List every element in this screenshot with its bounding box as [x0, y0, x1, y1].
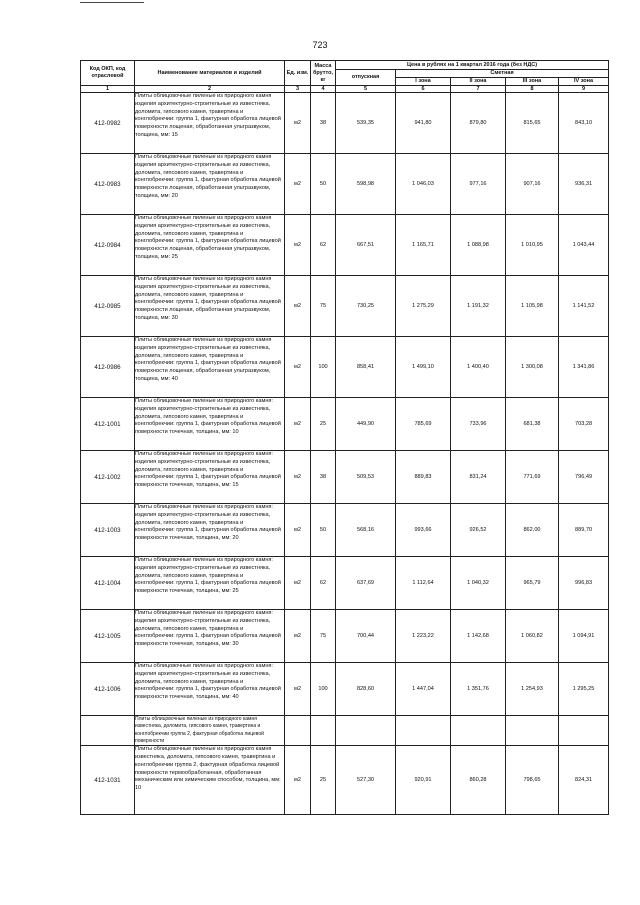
header-zone-4: IV зона	[559, 78, 609, 86]
release-price	[336, 716, 396, 746]
unit-cell: м2	[285, 337, 311, 398]
zone-2-price: 733,96	[451, 398, 506, 451]
gross-mass: 50	[311, 504, 336, 557]
zone-4-price	[559, 716, 609, 746]
release-price: 700,44	[336, 610, 396, 663]
gross-mass: 75	[311, 610, 336, 663]
table-row	[81, 337, 609, 398]
unit-cell: м2	[285, 215, 311, 276]
zone-3-price: 1 254,93	[506, 663, 559, 716]
product-code: 412-0984	[81, 215, 135, 276]
zone-4-price: 1 094,91	[559, 610, 609, 663]
release-price: 509,53	[336, 451, 396, 504]
zone-3-price: 862,00	[506, 504, 559, 557]
zone-2-price: 1 400,40	[451, 337, 506, 398]
product-code: 412-1031	[81, 746, 135, 815]
zone-4-price: 1 043,44	[559, 215, 609, 276]
zone-1-price: 1 499,10	[396, 337, 451, 398]
zone-3-price: 681,38	[506, 398, 559, 451]
gross-mass: 38	[311, 451, 336, 504]
column-number: 5	[336, 86, 396, 93]
table-row	[81, 276, 609, 337]
column-number: 4	[311, 86, 336, 93]
gross-mass: 38	[311, 93, 336, 154]
zone-3-price	[506, 716, 559, 746]
product-name: Плиты облицовочные пиленые из природного камня: изделия архитектурно-строительные из известняка, доломита, гипсового камня, травертина и конглобрекчии: группа 1, фактурная обработка лицевой поверхности точечная, толщина, мм: 40	[135, 663, 285, 716]
zone-2-price: 879,80	[451, 93, 506, 154]
table-row	[81, 610, 609, 663]
product-code	[81, 716, 135, 746]
unit-cell: м2	[285, 276, 311, 337]
product-name: Плиты облицовочные пиленые из природного камня известняка, доломита, гипсового камня, травертина и конглобрекчии группа 2, фактурная обработка лицевой поверхности	[135, 716, 285, 746]
release-price: 449,90	[336, 398, 396, 451]
header-name: Наименование материалов и изделий	[135, 61, 285, 86]
table-row	[81, 154, 609, 215]
column-number: 6	[396, 86, 451, 93]
unit-cell: м2	[285, 663, 311, 716]
page-number: 723	[312, 40, 328, 50]
column-number: 2	[135, 86, 285, 93]
header-zone-2: II зона	[451, 78, 506, 86]
table-row	[81, 663, 609, 716]
product-name: Плиты облицовочные пиленые из природного камня: изделия архитектурно-строительные из известняка, доломита, гипсового камня, травертина и конглобрекчии: группа 1, фактурная обработка лицевой поверхности точечная, толщина, мм: 15	[135, 451, 285, 504]
product-code: 412-0983	[81, 154, 135, 215]
zone-2-price: 1 142,68	[451, 610, 506, 663]
zone-1-price: 785,69	[396, 398, 451, 451]
release-price: 858,41	[336, 337, 396, 398]
zone-3-price: 798,65	[506, 746, 559, 815]
zone-4-price: 996,83	[559, 557, 609, 610]
header-estimate-price: Сметная	[396, 70, 609, 78]
release-price: 568,16	[336, 504, 396, 557]
product-code: 412-1004	[81, 557, 135, 610]
zone-3-price: 771,69	[506, 451, 559, 504]
column-number: 7	[451, 86, 506, 93]
release-price: 539,35	[336, 93, 396, 154]
zone-1-price: 993,66	[396, 504, 451, 557]
zone-1-price	[396, 716, 451, 746]
zone-1-price: 1 447,04	[396, 663, 451, 716]
zone-4-price: 796,49	[559, 451, 609, 504]
product-code: 412-0986	[81, 337, 135, 398]
zone-2-price: 926,52	[451, 504, 506, 557]
zone-3-price: 1 105,98	[506, 276, 559, 337]
unit-cell: м2	[285, 398, 311, 451]
zone-3-price: 1 060,82	[506, 610, 559, 663]
zone-1-price: 1 223,22	[396, 610, 451, 663]
release-price: 527,30	[336, 746, 396, 815]
header-code: Код ОКП, код отраслевой	[81, 61, 135, 86]
column-number: 1	[81, 86, 135, 93]
zone-4-price: 1 141,52	[559, 276, 609, 337]
unit-cell	[285, 716, 311, 746]
unit-cell: м2	[285, 610, 311, 663]
product-name: Плиты облицовочные пиленые из природного камня известняка, доломита, гипсового камня, травертина и конглобрекчии группа 2, фактурная обработка лицевой поверхности термообработанная, обработанная механическим или химическим способом, толщина, мм: 10	[135, 746, 285, 815]
table-row	[81, 746, 609, 815]
zone-4-price: 1 341,86	[559, 337, 609, 398]
zone-2-price: 1 040,32	[451, 557, 506, 610]
unit-cell: м2	[285, 557, 311, 610]
zone-1-price: 889,83	[396, 451, 451, 504]
release-price: 598,98	[336, 154, 396, 215]
zone-3-price: 1 300,08	[506, 337, 559, 398]
top-rule	[80, 2, 144, 3]
gross-mass: 50	[311, 154, 336, 215]
table-row	[81, 716, 609, 746]
zone-4-price: 703,28	[559, 398, 609, 451]
zone-2-price: 831,24	[451, 451, 506, 504]
table-row	[81, 93, 609, 154]
table-row	[81, 557, 609, 610]
header-release-price: отпускная	[336, 70, 396, 86]
zone-1-price: 941,80	[396, 93, 451, 154]
header-zone-1: I зона	[396, 78, 451, 86]
zone-1-price: 920,91	[396, 746, 451, 815]
gross-mass: 100	[311, 663, 336, 716]
product-code: 412-0982	[81, 93, 135, 154]
header-unit: Ед. изм.	[285, 61, 311, 86]
release-price: 637,69	[336, 557, 396, 610]
column-number: 9	[559, 86, 609, 93]
zone-2-price: 1 191,32	[451, 276, 506, 337]
product-code: 412-1002	[81, 451, 135, 504]
unit-cell: м2	[285, 93, 311, 154]
price-table-body	[81, 93, 609, 815]
zone-4-price: 824,31	[559, 746, 609, 815]
header-zone-3: III зона	[506, 78, 559, 86]
zone-4-price: 936,31	[559, 154, 609, 215]
gross-mass: 62	[311, 215, 336, 276]
unit-cell: м2	[285, 451, 311, 504]
column-number: 3	[285, 86, 311, 93]
product-name: Плиты облицовочные пиленые из природного камня: изделия архитектурно-строительные из известняка, доломита, гипсового камня, травертина и конглобрекчии: группа 1, фактурная обработка лицевой поверхности точечная, толщина, мм: 10	[135, 398, 285, 451]
product-code: 412-1005	[81, 610, 135, 663]
product-name: Плиты облицовочные пиленые из природного камня изделия архитектурно-строительные из известняка, доломита, гипсового камня, травертина и конглобрекчии: группа 1, фактурная обработка лицевой поверхности лощеная, обработанная ультразвуком, толщина, мм: 15	[135, 93, 285, 154]
release-price: 667,51	[336, 215, 396, 276]
product-name: Плиты облицовочные пиленые из природного камня изделия архитектурно-строительные из известняка, доломита, гипсового камня, травертина и конглобрекчии: группа 1, фактурная обработка лицевой поверхности лощеная, обработанная ультразвуком, толщина, мм: 40	[135, 337, 285, 398]
header-mass: Масса брутто, кг	[311, 61, 336, 86]
product-name: Плиты облицовочные пиленые из природного камня изделия архитектурно-строительные из известняка, доломита, гипсового камня, травертина и конглобрекчии: группа 1, фактурная обработка лицевой поверхности лощеная, обработанная ультразвуком, толщина, мм: 25	[135, 215, 285, 276]
gross-mass: 62	[311, 557, 336, 610]
release-price: 828,60	[336, 663, 396, 716]
unit-cell: м2	[285, 154, 311, 215]
product-name: Плиты облицовочные пиленые из природного камня изделия архитектурно-строительные из известняка, доломита, гипсового камня, травертина и конглобрекчии: группа 1, фактурная обработка лицевой поверхности лощеная, обработанная ультразвуком, толщина, мм: 20	[135, 154, 285, 215]
zone-1-price: 1 165,71	[396, 215, 451, 276]
table-row	[81, 215, 609, 276]
product-code: 412-1003	[81, 504, 135, 557]
product-code: 412-1001	[81, 398, 135, 451]
product-name: Плиты облицовочные пиленые из природного камня: изделия архитектурно-строительные из известняка, доломита, гипсового камня, травертина и конглобрекчии: группа 1, фактурная обработка лицевой поверхности точечная, толщина, мм: 25	[135, 557, 285, 610]
price-table	[80, 60, 609, 815]
table-row	[81, 504, 609, 557]
gross-mass: 25	[311, 746, 336, 815]
zone-4-price: 843,10	[559, 93, 609, 154]
zone-2-price: 1 088,98	[451, 215, 506, 276]
product-name: Плиты облицовочные пиленые из природного камня: изделия архитектурно-строительные из известняка, доломита, гипсового камня, травертина и конглобрекчии: группа 1, фактурная обработка лицевой поверхности точечная, толщина, мм: 20	[135, 504, 285, 557]
zone-2-price: 977,16	[451, 154, 506, 215]
gross-mass: 100	[311, 337, 336, 398]
unit-cell: м2	[285, 504, 311, 557]
zone-3-price: 907,16	[506, 154, 559, 215]
zone-2-price: 1 351,76	[451, 663, 506, 716]
table-row	[81, 398, 609, 451]
zone-1-price: 1 046,03	[396, 154, 451, 215]
zone-4-price: 889,70	[559, 504, 609, 557]
gross-mass	[311, 716, 336, 746]
zone-4-price: 1 295,25	[559, 663, 609, 716]
product-name: Плиты облицовочные пиленые из природного камня изделия архитектурно-строительные из известняка, доломита, гипсового камня, травертина и конглобрекчии: группа 1, фактурная обработка лицевой поверхности лощеная, обработанная ультразвуком, толщина, мм: 30	[135, 276, 285, 337]
product-code: 412-1006	[81, 663, 135, 716]
zone-3-price: 815,65	[506, 93, 559, 154]
product-code: 412-0985	[81, 276, 135, 337]
zone-3-price: 965,79	[506, 557, 559, 610]
release-price: 730,25	[336, 276, 396, 337]
gross-mass: 75	[311, 276, 336, 337]
zone-1-price: 1 275,29	[396, 276, 451, 337]
product-name: Плиты облицовочные пиленые из природного камня: изделия архитектурно-строительные из известняка, доломита, гипсового камня, травертина и конглобрекчии: группа 1, фактурная обработка лицевой поверхности точечная, толщина, мм: 30	[135, 610, 285, 663]
header-price-group: Цена в рублях на 1 квартал 2016 года (без НДС)	[336, 61, 609, 70]
zone-2-price: 860,28	[451, 746, 506, 815]
zone-2-price	[451, 716, 506, 746]
zone-3-price: 1 010,95	[506, 215, 559, 276]
gross-mass: 25	[311, 398, 336, 451]
column-number: 8	[506, 86, 559, 93]
table-row	[81, 451, 609, 504]
zone-1-price: 1 112,64	[396, 557, 451, 610]
unit-cell: м2	[285, 746, 311, 815]
